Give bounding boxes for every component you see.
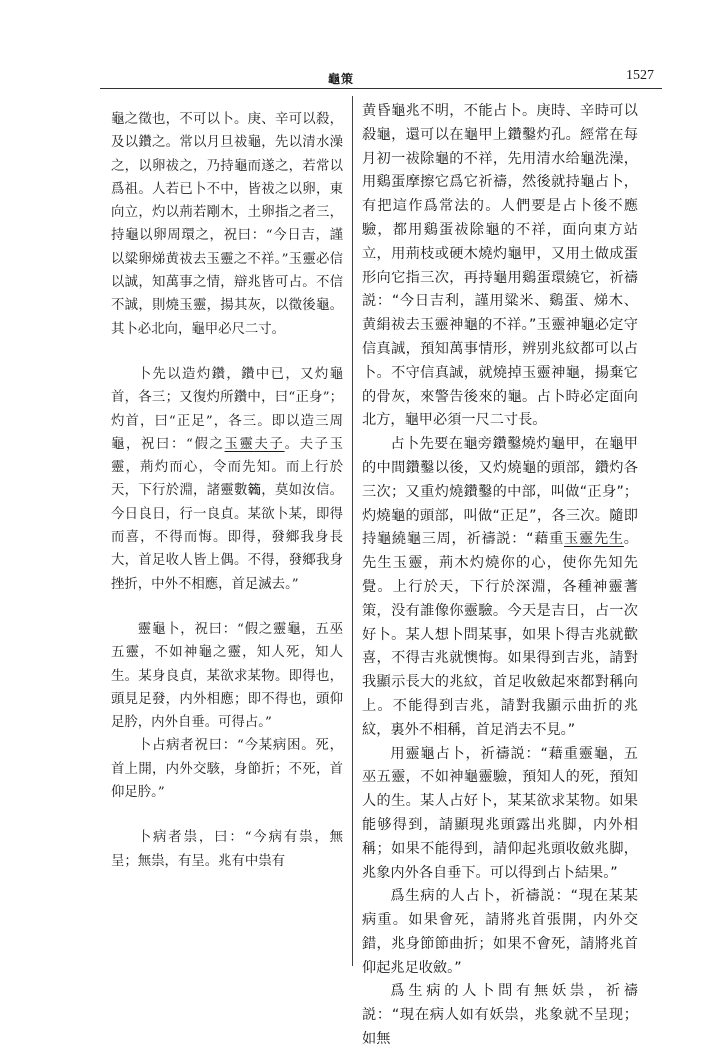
running-title: 龜策 <box>328 72 355 86</box>
left-paragraph-2 <box>111 363 343 596</box>
left-paragraph-3: 靈龜卜，祝曰：“假之靈龜，五巫五靈，不如神龜之靈，知人死，知人生。某身良貞，某欲求某物。即得也，頭見足發，内外相應；即不得也，頭仰足肣，内外自垂。可得占。” <box>111 621 343 731</box>
left-paragraph-2-b: 。夫子玉靈，荊灼而心，令而先知。而上行於天，下行於淵，諸靈數𥷤，莫如汝信。今日良日，行一良貞。某欲卜某，即得而喜，不得而悔。即得，發鄉我身長大，首足收人皆上偶。不得，發鄉我身挫折，中外不相應，首足滅去。” <box>111 436 343 592</box>
right-paragraph-2-a: 占卜先要在龜旁鑽鑿燒灼龜甲，在龜甲的中間鑽鑿以後，又灼燒龜的頭部，鑽灼各三次；又重灼燒鑽鑿的中部，叫做“正身”；灼燒龜的頭部，叫做“正足”，各三次。隨即持龜繞龜三周，祈禱説：“藉重 <box>362 436 638 548</box>
right-paragraph-2-b: 。先生玉靈，荊木灼燒你的心，使你先知先覺。上行於天，下行於深淵，各種神靈蓍策，没有誰像你靈驗。今天是吉日，占一次好卜。某人想卜問某事，如果卜得吉兆就歡喜，不得吉兆就懊悔。如果得到吉兆，請對我顯示長大的兆紋，首足收斂起來都對稱向上。不能得到吉兆，請對我顯示曲折的兆紋，裏外不相稱，首足消去不見。” <box>362 531 638 738</box>
right-paragraph-5: 爲生病的人卜問有無妖祟，祈禱説：“現在病人如有妖祟，兆象就不呈现；如無 <box>362 983 638 1048</box>
left-underlined-name: 玉靈夫子 <box>224 436 285 452</box>
right-paragraph-4: 爲生病的人占卜，祈禱説：“現在某某病重。如果會死，請將兆首張開，内外交錯，兆身節節曲折；如果不會死，請將兆首仰起兆足收斂。” <box>362 888 638 976</box>
running-head <box>0 70 716 88</box>
right-underlined-name: 玉靈先生 <box>564 531 624 548</box>
left-paragraph-5: 卜病者祟，曰：“今病有祟，無呈；無祟，有呈。兆有中祟有 <box>111 830 343 869</box>
left-paragraph-2-a: 卜先以造灼鑽，鑽中已，又灼龜首，各三；又復灼所鑽中，曰“正身”；灼首，曰“正足”，各三。即以造三周龜，祝曰：“假之 <box>111 366 343 452</box>
right-paragraph-3: 用靈龜占卜，祈禱説：“藉重靈龜，五巫五靈，不如神龜靈驗，預知人的死，預知人的生。某人占好卜，某某欲求某物。如果能够得到，請顯現兆頭露出兆脚，内外相稱；如果不能得到，請仰起兆頭收斂兆脚，兆象内外各自垂下。可以得到占卜結果。” <box>362 745 638 881</box>
right-paragraph-1: 黄昏龜兆不明，不能占卜。庚時、辛時可以殺龜，還可以在龜甲上鑽鑿灼孔。經常在每月初一祓除龜的不祥，先用清水给龜洗澡，用鷄蛋摩擦它爲它祈禱，然後就持龜占卜，有把這作爲常法的。人們要是占卜後不應驗，都用鷄蛋祓除龜的不祥，面向東方站立，用荊枝或硬木燒灼龜甲，又用土做成蛋形向它指三次，再持龜用鷄蛋環繞它，祈禱説：“今日吉利，謹用粱米、鷄蛋、焍木、黄絹祓去玉靈神龜的不祥。”玉靈神龜必定守信真誠，預知萬事情形，辨别兆紋都可以占卜。不守信真誠，就燒掉玉靈神龜，揚棄它的骨灰，來警告後來的龜。占卜時必定面向北方，龜甲必須一尺二寸長。 <box>362 103 638 429</box>
left-paragraph-4: 卜占病者祝曰：“今某病困。死，首上開，内外交駭，身節折；不死，首仰足肣。” <box>111 738 343 801</box>
translation-column <box>362 100 638 1052</box>
column-divider <box>352 96 353 966</box>
page-number: 1527 <box>626 68 654 83</box>
right-paragraph-2 <box>362 433 638 742</box>
header-rule <box>100 88 662 89</box>
original-text-column <box>111 108 343 873</box>
left-paragraph-1: 龜之徵也，不可以卜。庚、辛可以殺，及以鑽之。常以月旦祓龜，先以清水澡之，以卵祓之，乃持龜而遂之，若常以爲祖。人若已卜不中，皆祓之以卵，東向立，灼以荊若剛木，土卵指之者三，持龜以卵周環之，祝曰：“今日吉，謹以粱卵焍黄祓去玉靈之不祥。”玉靈必信以誠，知萬事之情，辯兆皆可占。不信不誠，則燒玉靈，揚其灰，以徵後龜。其卜必北向，龜甲必尺二寸。 <box>111 112 343 337</box>
